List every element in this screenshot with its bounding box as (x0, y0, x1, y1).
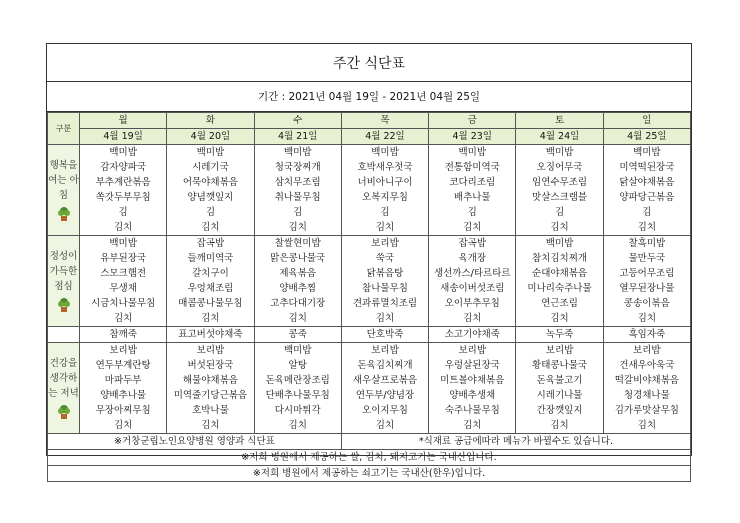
menu-cell (429, 145, 516, 236)
menu-item: 김치 (375, 222, 395, 233)
snack-cell: 녹두죽 (516, 327, 603, 343)
menu-item: 김 (118, 207, 128, 218)
menu-cell (167, 343, 254, 434)
menu-item: 백미밥 (545, 238, 574, 249)
day-tue: 화 (167, 113, 254, 129)
potted-plant-icon (57, 404, 71, 420)
snack-cell: 흑임자죽 (603, 327, 690, 343)
menu-cell (603, 145, 690, 236)
menu-item: 육개장 (458, 253, 487, 264)
menu-item: 유부된장국 (100, 253, 147, 264)
menu-item: 백미밥 (109, 238, 137, 249)
menu-item: 연두부/양념장 (355, 390, 415, 401)
dinner-label-text: 건강을 생각하는 저녁 (48, 358, 79, 399)
menu-item: 간장깻잎지 (536, 405, 583, 416)
menu-item: 쑥국 (375, 253, 395, 264)
menu-item: 보리밥 (633, 345, 661, 356)
menu-item: 김치 (288, 222, 307, 233)
menu-item: 백미밥 (109, 147, 137, 158)
menu-item: 백미밥 (283, 345, 312, 356)
menu-item: 맛살스크램블 (532, 192, 588, 203)
menu-item: 시레기나물 (536, 390, 583, 401)
menu-cell (341, 236, 428, 327)
menu-sheet (46, 43, 692, 479)
snack-row (48, 327, 691, 343)
menu-item: 참치김치찌개 (532, 253, 588, 264)
menu-item: 김치 (463, 222, 482, 233)
menu-table (47, 112, 691, 482)
day-sun: 일 (603, 113, 690, 129)
menu-item: 찰쌀현미밥 (274, 238, 321, 249)
menu-item: 양배추나물 (100, 390, 147, 401)
menu-item: 시레기국 (192, 162, 229, 173)
note-4: ※저희 병원에서 제공하는 쇠고기는 국내산(한우)입니다. (48, 466, 691, 482)
menu-item: 다시마튀각 (274, 405, 321, 416)
menu-item: 맑은콩나물국 (270, 253, 326, 264)
menu-item: 호박새우젓국 (357, 162, 413, 173)
menu-item: 김치 (550, 222, 569, 233)
menu-item: 보리밥 (196, 345, 225, 356)
menu-item: 잡곡밥 (458, 238, 487, 249)
menu-cell (341, 343, 428, 434)
menu-item: 양념깻잎지 (187, 192, 234, 203)
menu-item: 무장아찌무침 (95, 405, 151, 416)
lunch-label-text: 정성이 가득한 점심 (49, 251, 78, 292)
menu-cell (516, 236, 603, 327)
menu-item: 배추나물 (453, 192, 491, 203)
snack-cell: 소고기야채죽 (429, 327, 516, 343)
menu-item: 백미밥 (196, 147, 225, 158)
menu-item: 김치 (637, 313, 657, 324)
menu-item: 취나물무침 (274, 192, 321, 203)
menu-item: 김치 (113, 420, 133, 431)
menu-item: 돈육김치찌개 (357, 360, 413, 371)
date-mon: 4월 19일 (80, 129, 167, 145)
menu-item: 단배추나물무침 (265, 390, 330, 401)
menu-item: 양배추생채 (449, 390, 496, 401)
menu-item: 미트볼야채볶음 (440, 375, 505, 386)
lunch-label (48, 236, 80, 327)
breakfast-label-text: 행복을 여는 아침 (48, 160, 79, 201)
menu-item: 새우살프로볶음 (352, 375, 418, 386)
menu-item: 시금치나물무침 (91, 298, 156, 309)
menu-item: 김치 (288, 420, 307, 431)
menu-item: 김 (467, 207, 477, 218)
menu-cell (254, 343, 341, 434)
menu-item: 생선까스/타르타르 (433, 268, 511, 279)
menu-item: 코다리조림 (449, 177, 496, 188)
lunch-row (48, 236, 691, 327)
menu-item: 보리밥 (371, 238, 399, 249)
date-sat: 4월 24일 (516, 129, 603, 145)
menu-cell (341, 145, 428, 236)
menu-item: 임연수무조림 (532, 177, 588, 188)
menu-cell (167, 236, 254, 327)
menu-item: 김치 (375, 313, 395, 324)
menu-item: 오이부추무침 (444, 298, 500, 309)
menu-cell (80, 343, 167, 434)
menu-item: 새송이버섯조림 (440, 283, 505, 294)
menu-item: 청경채나물 (623, 390, 670, 401)
date-wed: 4월 21일 (254, 129, 341, 145)
menu-item: 돈육불고기 (536, 375, 583, 386)
menu-cell (516, 343, 603, 434)
menu-item: 김 (205, 207, 216, 218)
menu-item: 잡곡밥 (196, 238, 225, 249)
menu-item: 보리밥 (109, 345, 137, 356)
dinner-row (48, 343, 691, 434)
menu-cell (516, 145, 603, 236)
menu-item: 김치 (113, 222, 133, 233)
menu-item: 닭볶음탕 (366, 268, 404, 279)
menu-item: 들깨미역국 (187, 253, 234, 264)
menu-item: 해물야채볶음 (182, 375, 238, 386)
menu-item: 갈치구이 (192, 268, 229, 279)
menu-item: 버섯된장국 (187, 360, 234, 371)
menu-item: 백미밥 (283, 147, 312, 158)
menu-item: 미역떡된장국 (619, 162, 675, 173)
menu-item: 백미밥 (371, 147, 399, 158)
period-text: 기간 : 2021년 04월 19일 - 2021년 04월 25일 (47, 82, 691, 112)
day-thu: 목 (341, 113, 428, 129)
menu-item: 견과류멸치조림 (352, 298, 418, 309)
menu-item: 백미밥 (458, 147, 487, 158)
date-fri: 4월 23일 (429, 129, 516, 145)
menu-cell (429, 343, 516, 434)
snack-cell: 콩죽 (254, 327, 341, 343)
menu-item: 김치 (637, 222, 657, 233)
note-3: ※저희 병원에서 제공하는 쌀, 김치, 돼지고기는 국내산입니다. (48, 450, 691, 466)
notes-row-2 (48, 450, 691, 466)
menu-item: 양배추찜 (279, 283, 317, 294)
menu-item: 김치 (550, 420, 569, 431)
date-header-row (48, 129, 691, 145)
note-2: *식재료 공급에따라 메뉴가 바뀔수도 있습니다. (341, 434, 690, 450)
snack-cell: 단호박죽 (341, 327, 428, 343)
menu-item: 우엉채조림 (187, 283, 234, 294)
menu-item: 김치 (375, 420, 395, 431)
date-sun: 4월 25일 (603, 129, 690, 145)
menu-item: 양파당근볶음 (619, 192, 675, 203)
menu-cell (167, 145, 254, 236)
menu-item: 열무된장나물 (619, 283, 675, 294)
menu-item: 청국장찌개 (274, 162, 321, 173)
menu-item: 부추계란볶음 (95, 177, 151, 188)
notes-row-1 (48, 434, 691, 450)
menu-item: 오이지무침 (362, 405, 408, 416)
menu-item: 너비아니구이 (357, 177, 413, 188)
menu-item: 고추다대기장 (270, 298, 326, 309)
menu-item: 매콤콩나물무침 (178, 298, 243, 309)
date-thu: 4월 22일 (341, 129, 428, 145)
menu-item: 김 (293, 207, 303, 218)
snack-label (48, 327, 80, 343)
menu-item: 김 (642, 207, 652, 218)
menu-item: 참나물무침 (362, 283, 408, 294)
menu-item: 전통함미역국 (444, 162, 500, 173)
menu-item: 김치 (550, 313, 569, 324)
menu-item: 쏙갓두부무침 (95, 192, 151, 203)
snack-cell: 표고버섯야채죽 (167, 327, 254, 343)
menu-item: 김치 (463, 313, 482, 324)
menu-item: 콩송이볶음 (623, 298, 670, 309)
breakfast-label (48, 145, 80, 236)
menu-item: 보리밥 (371, 345, 399, 356)
day-sat: 토 (516, 113, 603, 129)
day-wed: 수 (254, 113, 341, 129)
menu-item: 황태콩나물국 (532, 360, 588, 371)
menu-item: 알탕 (288, 360, 307, 371)
menu-item: 어묵야채볶음 (182, 177, 238, 188)
corner-label: 구분 (48, 113, 80, 145)
page-title: 주간 식단표 (47, 44, 691, 82)
menu-cell (254, 145, 341, 236)
menu-item: 김치 (288, 313, 307, 324)
menu-item: 김치 (201, 420, 220, 431)
menu-cell (603, 343, 690, 434)
menu-item: 백미밥 (545, 147, 574, 158)
menu-item: 순대야채볶음 (532, 268, 588, 279)
menu-item: 오복지무침 (362, 192, 408, 203)
notes-row-3 (48, 466, 691, 482)
date-tue: 4월 20일 (167, 129, 254, 145)
day-header-row (48, 113, 691, 129)
breakfast-row (48, 145, 691, 236)
menu-item: 미나리숙주나물 (527, 283, 592, 294)
day-fri: 금 (429, 113, 516, 129)
menu-item: 연근조림 (541, 298, 578, 309)
menu-item: 무생채 (109, 283, 137, 294)
menu-item: 김치 (201, 313, 220, 324)
menu-item: 김치 (113, 313, 133, 324)
menu-cell (429, 236, 516, 327)
day-mon: 월 (80, 113, 167, 129)
potted-plant-icon (57, 297, 71, 313)
potted-plant-icon (57, 206, 71, 222)
menu-item: 닭살야채볶음 (619, 177, 675, 188)
menu-item: 제육볶음 (279, 268, 317, 279)
menu-item: 김 (554, 207, 565, 218)
menu-item: 김치 (637, 420, 657, 431)
snack-cell: 참깨죽 (80, 327, 167, 343)
menu-cell (603, 236, 690, 327)
menu-item: 김치 (463, 420, 482, 431)
menu-item: 백미밥 (633, 147, 661, 158)
menu-item: 찰흑미밥 (628, 238, 666, 249)
menu-cell (80, 145, 167, 236)
menu-cell (254, 236, 341, 327)
menu-item: 감자양파국 (100, 162, 147, 173)
menu-item: 우렁살된장국 (444, 360, 500, 371)
menu-item: 김가루맛살무침 (614, 405, 679, 416)
menu-item: 오징어무국 (536, 162, 583, 173)
menu-item: 연두부계란탕 (95, 360, 151, 371)
menu-item: 물만두국 (628, 253, 666, 264)
menu-item: 삼치무조림 (274, 177, 321, 188)
menu-item: 건새우아욱국 (619, 360, 675, 371)
menu-item: 호박나물 (192, 405, 229, 416)
menu-item: 김치 (201, 222, 220, 233)
menu-item: 김 (380, 207, 390, 218)
menu-item: 마파두부 (104, 375, 142, 386)
dinner-label (48, 343, 80, 434)
menu-item: 미역줄기당근볶음 (173, 390, 248, 401)
menu-cell (80, 236, 167, 327)
note-1: ※거창군립노인요양병원 영양과 식단표 (48, 434, 342, 450)
menu-item: 스모크햄전 (100, 268, 147, 279)
menu-item: 보리밥 (458, 345, 487, 356)
menu-item: 숙주나물무침 (444, 405, 500, 416)
menu-item: 보리밥 (545, 345, 574, 356)
menu-item: 고등어무조림 (619, 268, 675, 279)
menu-item: 돈육메란장조림 (265, 375, 330, 386)
menu-item: 떡갈비야채볶음 (614, 375, 679, 386)
